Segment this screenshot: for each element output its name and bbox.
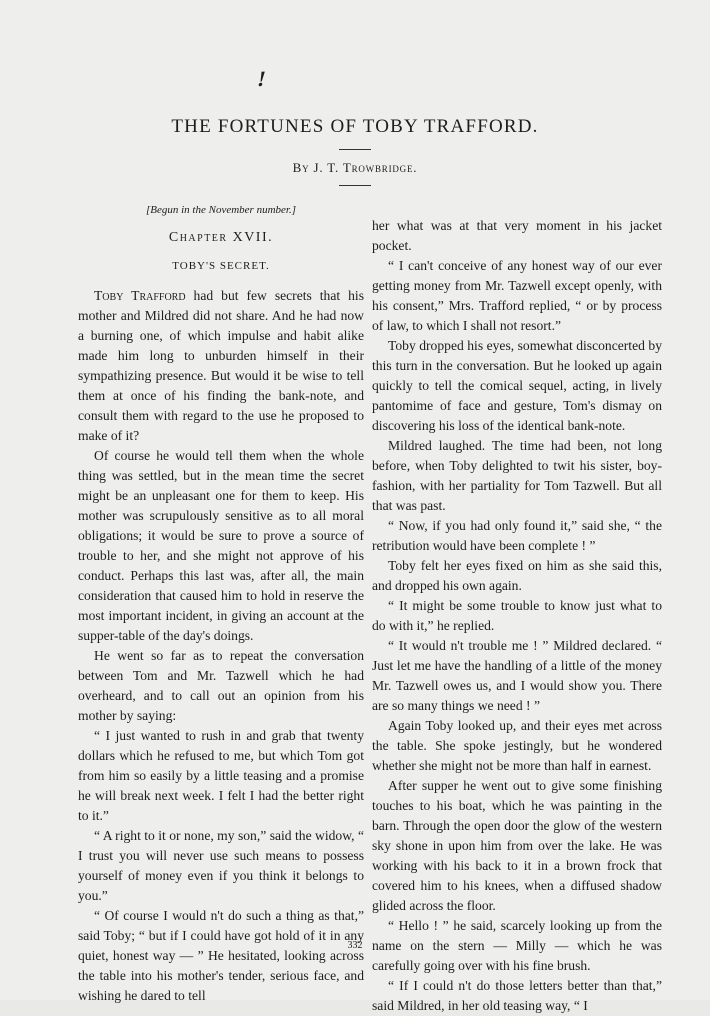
article-title: THE FORTUNES OF TOBY TRAFFORD. bbox=[171, 116, 539, 137]
paragraph bbox=[372, 216, 662, 256]
ornament-mark: ! bbox=[255, 66, 269, 91]
paragraph-text: Toby felt her eyes fixed on him as she said this, and dropped his own again. bbox=[372, 558, 662, 593]
chapter-heading bbox=[78, 228, 364, 248]
paragraph-text: “ Hello ! ” he said, scarcely looking up from the name on the stern — Milly — which he was carefully going over with his fine brush. bbox=[372, 918, 662, 973]
paragraph bbox=[78, 286, 364, 446]
paragraph bbox=[372, 976, 662, 1016]
paragraph-text: “ I can't conceive of any honest way of our ever getting money from Mr. Tazwell except openly, with his consent,” Mrs. Trafford replied, “ or by process of law, to which I shall not resort.” bbox=[372, 258, 662, 333]
title-rule bbox=[339, 149, 371, 150]
paragraph-text: He went so far as to repeat the conversation between Tom and Mr. Tazwell which he had overheard, and to call out an opinion from his mother by saying: bbox=[78, 648, 364, 723]
paragraph bbox=[372, 256, 662, 336]
chapter-subtitle: TOBY'S SECRET. bbox=[172, 260, 270, 272]
paragraph-text: “ If I could n't do those letters better than that,” said Mildred, in her old teasing way, “ I bbox=[372, 978, 662, 1013]
page-number: 332 bbox=[347, 940, 363, 951]
paragraph bbox=[78, 726, 364, 826]
paragraph-text: Again Toby looked up, and their eyes met across the table. She spoke jestingly, but he wondered whether she might not be more than half in earnest. bbox=[372, 718, 662, 773]
paragraph bbox=[372, 596, 662, 636]
byline-text: By J. T. Trowbridge. bbox=[292, 160, 418, 175]
paragraph-text: Toby dropped his eyes, somewhat disconcerted by this turn in the conversation. But he looked up again quickly to tell the comical sequel, acting, in lively pantomime of face and gesture, Tom's dismay on discovering his loss of the identical bank-note. bbox=[372, 338, 662, 433]
begun-note: [Begun in the November number.] bbox=[145, 204, 296, 216]
paragraph bbox=[372, 776, 662, 916]
paragraph-lead: Toby Trafford bbox=[94, 288, 186, 303]
left-column bbox=[78, 200, 364, 1006]
paragraph-text: “ A right to it or none, my son,” said the widow, “ I trust you will never use such means to possess yourself of money even if you think it belongs to you.” bbox=[78, 828, 364, 903]
paragraph-text: Of course he would tell them when the whole thing was settled, but in the mean time the secret might be an unpleasant one for them to keep. His mother was scrupulously sensitive as to all moral obligations; it would be sure to prove a source of trouble to her, and she might not approve of his conduct. Perhaps this last was, after all, the main consideration that caused him to hold in reserve the most important incident, in giving an account at the supper-table of the day's doings. bbox=[78, 448, 364, 643]
paragraph-text: “ Of course I would n't do such a thing as that,” said Toby; “ but if I could have got hold of it in any quiet, honest way — ” He hesitated, looking across the table into his mother's tender, serious face, and wishing he dared to tell bbox=[78, 908, 364, 1003]
right-column bbox=[372, 216, 662, 1016]
chapter-text: Chapter XVII. bbox=[168, 230, 274, 245]
article-byline bbox=[0, 160, 710, 176]
paragraph bbox=[372, 556, 662, 596]
byline-rule bbox=[339, 185, 371, 186]
paragraph-text: “ I just wanted to rush in and grab that twenty dollars which he refused to me, but which Tom got from him so easily by a little teasing and a promise he will break next week. I felt I had the better right to it.” bbox=[78, 728, 364, 823]
paragraph bbox=[372, 636, 662, 716]
paragraph bbox=[78, 826, 364, 906]
paragraph bbox=[372, 516, 662, 556]
paragraph-text: “ Now, if you had only found it,” said she, “ the retribution would have been complete ! ” bbox=[372, 518, 662, 553]
paragraph bbox=[78, 906, 364, 1006]
paragraph bbox=[372, 336, 662, 436]
paragraph-text: her what was at that very moment in his jacket pocket. bbox=[372, 218, 662, 253]
right-paragraphs bbox=[372, 216, 662, 1016]
paragraph-text: had but few secrets that his mother and Mildred did not share. And he had now a burning one, of which impulse and habit alike made him long to unburden himself in their sympathizing presence. But would it be wise to tell them at once of his finding the bank-note, and consult them with regard to the use he proposed to make of it? bbox=[78, 288, 364, 443]
paragraph bbox=[78, 646, 364, 726]
paragraph-text: “ It would n't trouble me ! ” Mildred declared. “ Just let me have the handling of a little of the money Mr. Tazwell owes us, and I would show you. There are so many things we need ! ” bbox=[372, 638, 662, 713]
left-paragraphs bbox=[78, 286, 364, 1006]
paragraph-text: After supper he went out to give some finishing touches to his boat, which he was painting in the barn. Through the open door the glow of the western sky shone in upon him from over the lake. He was working with his back to it in a brown frock that covered him to his knees, when a diffused shadow glided across the floor. bbox=[372, 778, 662, 913]
paragraph-text: Mildred laughed. The time had been, not long before, when Toby delighted to twit his sister, boy-fashion, with her partiality for Tom Tazwell. But all that was past. bbox=[372, 438, 662, 513]
paragraph-text: “ It might be some trouble to know just what to do with it,” he replied. bbox=[372, 598, 662, 633]
paragraph bbox=[372, 716, 662, 776]
paragraph bbox=[78, 446, 364, 646]
paragraph bbox=[372, 436, 662, 516]
